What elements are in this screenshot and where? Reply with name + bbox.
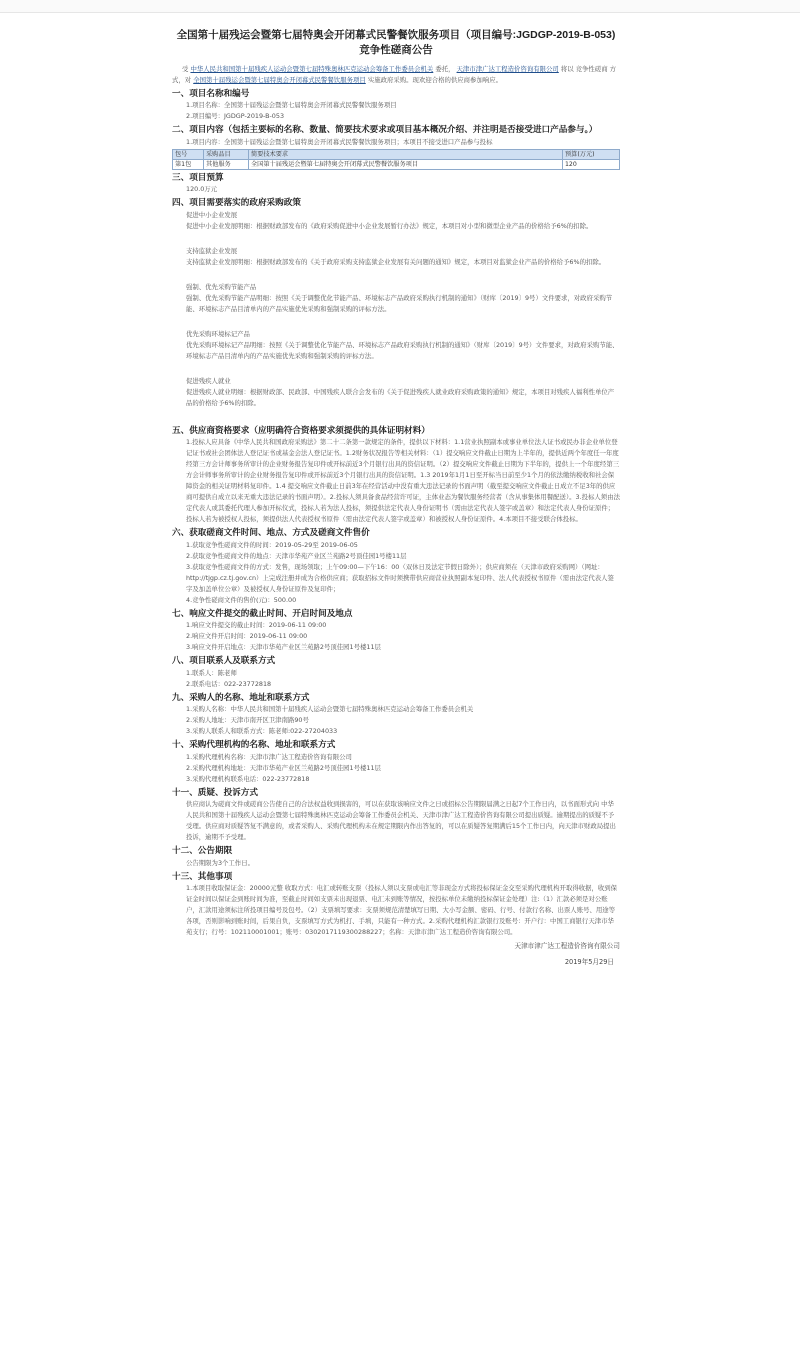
signature-company: 天津市津广达工程造价咨询有限公司 (514, 942, 620, 951)
package-cell: 第1包 (173, 159, 204, 169)
section-1-line: 1.项目名称：全国第十届残运会暨第七届特奥会开闭幕式民警餐饮服务项目 (186, 101, 397, 110)
policy-body: 促进残疾人就业明细：根据财政部、民政部、中国残疾人联合会发布的《关于促进残疾人就业政府采购政策的通知》规定，本项目对残疾人福利性单位产品的价格给予6%的扣除。 (186, 387, 615, 407)
section-11-heading: 十一、质疑、投诉方式 (172, 786, 258, 797)
section-7-line: 2.响应文件开启时间：2019-06-11 09:00 (186, 632, 308, 641)
signature-date: 2019年5月29日 (564, 958, 614, 967)
section-2-heading: 二、项目内容（包括主要标的名称、数量、简要技术要求或项目基本概况介绍、并注明是否接受进口产品参与。） (172, 124, 598, 135)
section-9-line: 2.采购人地址：天津市南开区卫津南路90号 (186, 716, 309, 725)
section-1-heading: 一、项目名称和编号 (172, 87, 250, 98)
budget-amount: 120.0万元 (186, 185, 218, 194)
announcement-title: 全国第十届残运会暨第七届特奥会开闭幕式民警餐饮服务项目（项目编号:JGDGP-2019-B-053)竞争性磋商公告 (176, 29, 616, 56)
policy-title: 强制、优先采购节能产品 (186, 282, 257, 291)
section-2-line: 1.项目内容：全国第十届残运会暨第七届特奥会开闭幕式民警餐饮服务项目；本项目不接受进口产品参与投标 (186, 137, 493, 146)
intro-text-e: 将以 竞争性磋商 方式，对 (172, 65, 617, 84)
section-12-heading: 十二、公告期限 (172, 845, 233, 856)
section-4-heading: 四、项目需要落实的政府采购政策 (172, 197, 301, 208)
project-link[interactable]: 全国第十届残运会暨第七届特奥会开闭幕式民警餐饮服务项目 (193, 75, 366, 84)
policy-body: 强制、优先采购节能产品明细：按照《关于调整优化节能产品、环境标志产品政府采购执行机制的通知》（财库〔2019〕9号）文件要求，对政府采购节能、环境标志产品目清单内的产品实施优先采购和强制采购的评标方法。 (186, 293, 613, 313)
section-1-line: 2.项目编号：JGDGP-2019-B-053 (186, 112, 285, 121)
table-row (173, 159, 620, 169)
policy-body: 优先采购环境标记产品明细：按照《关于调整优化节能产品、环境标志产品政府采购执行机制的通知》（财库〔2019〕9号）文件要求，对政府采购节能、环境标志产品目清单内的产品实施优先采购和强制采购的评标方法。 (186, 340, 619, 360)
purchaser-link[interactable]: 中华人民共和国第十届残疾人运动会暨第七届特殊奥林匹克运动会筹备工作委员会机关 (190, 65, 434, 73)
policy-body: 支持监狱企业发展明细：根据财政部发布的《关于政府采购支持监狱企业发展有关问题的通知》规定，本项目对监狱企业产品的价格给予6%的扣除。 (186, 257, 606, 266)
section-6-line: 4.竞争性磋商文件的售价(元)：500.00 (186, 595, 297, 604)
package-table-header (173, 149, 620, 159)
section-7-line: 1.响应文件提交的截止时间：2019-06-11 09:00 (186, 621, 327, 630)
section-8-line: 2.联系电话：022-23772818 (186, 679, 272, 688)
announcement-document (172, 28, 620, 970)
section-6-line: 2.获取竞争性磋商文件的地点：天津市华苑产业区兰苑路2号顶佳园1号楼11层 (186, 551, 407, 560)
package-cell: 120 (563, 159, 620, 169)
intro-text-a: 受 (182, 65, 189, 73)
section-9-heading: 九、采购人的名称、地址和联系方式 (172, 691, 310, 702)
section-10-line: 3.采购代理机构联系电话：022-23772818 (186, 774, 310, 783)
section-10-line: 1.采购代理机构名称：天津市津广达工程造价咨询有限公司 (186, 752, 352, 761)
section-5-heading: 五、供应商资格要求（应明确符合资格要求须提供的具体证明材料） (172, 424, 430, 435)
agency-link[interactable]: 天津市津广达工程造价咨询有限公司 (456, 65, 559, 73)
top-navigation-bar (0, 0, 800, 13)
section-6-line: 1.获取竞争性磋商文件的时间：2019-05-29至 2019-06-05 (186, 540, 358, 549)
intro-text-g: 实施政府采购。现欢迎合格的供应商参加响应。 (367, 75, 503, 84)
policy-title: 促进中小企业发展 (186, 210, 238, 219)
section-3-heading: 三、项目预算 (172, 171, 224, 182)
policy-title: 支持监狱企业发展 (186, 246, 238, 255)
section-8-line: 1.联系人：陈老师 (186, 668, 237, 677)
section-10-line: 2.采购代理机构地址：天津市华苑产业区兰苑路2号顶佳园1号楼11层 (186, 763, 381, 772)
section-10-heading: 十、采购代理机构的名称、地址和联系方式 (172, 739, 336, 750)
other-matters-body: 1.本项目收取保证金：20000元整 收取方式：电汇或转账支票（投标人须以支票或电汇等非现金方式将投标保证金交至采购代理机构开取得收据，收到保证金时间以保证金到账时间为准，至截止时间如支票未出现退票、电汇未到账等情况，按投标单位未缴纳投标保证金处理）注:（1）汇款必须是对公账户，汇款用途须标注所投项目编号及包号。（2）支票填写要求：支票须规范清楚填写日期、大小写金额、密码、行号、付款行名称、出票人账号、用途等各项，否则影响到账时间，后果自负，支票填写方式为机打、手填，只能有一种方式。2.采购代理机构汇款银行及账号：开户行：中国工商银行天津市华苑支行；行号：102110001001；账号：0302017119300288227；名称：天津市津广达工程造价咨询有限公司。 (186, 884, 618, 937)
section-7-heading: 七、响应文件提交的截止时间、开启时间及地点 (172, 607, 353, 618)
intro-text-c: 委托， (435, 65, 455, 73)
section-13-heading: 十三、其他事项 (172, 870, 233, 881)
section-9-line: 3.采购人联系人和联系方式：陈老师:022-27204033 (186, 727, 338, 736)
section-8-heading: 八、项目联系人及联系方式 (172, 655, 276, 666)
complaint-body: 供应商认为磋商文件或磋商公告使自己的合法权益收到损害的，可以在获取该响应文件之日或招标公告期限届满之日起7个工作日内，以书面形式向 中华人民共和国第十届残疾人运动会暨第七届特殊奥林匹克运动会筹备工作委员会机关、天津市津广达工程造价咨询有限公司提出质疑。逾期提出的质疑不予受理。供应商对质疑答复不满意的，或者采购人、采购代理机构未在规定期限内作出答复的，可以在质疑答复期满后15个工作日内，向天津市财政局提出投诉，逾期不予受理。 (186, 800, 616, 842)
section-9-line: 1.采购人名称：中华人民共和国第十届残疾人运动会暨第七届特殊奥林匹克运动会筹备工作委员会机关 (186, 705, 474, 714)
notice-period: 公告期限为3个工作日。 (186, 858, 254, 867)
policy-title: 优先采购环境标记产品 (186, 329, 250, 338)
package-cell: 其他服务 (204, 159, 249, 169)
policy-title: 促进残疾人就业 (186, 376, 231, 385)
package-header-cell: 预算(万元) (563, 149, 620, 159)
qualification-body: 1.投标人应具备《中华人民共和国政府采购法》第二十二条第一款规定的条件，提供以下材料：1.1营业执照副本或事业单位法人证书或民办非企业单位登记证书或社会团体法人登记证书或基金会法人登记证书。1.2财务状况报告等相关材料：（1）提交响应文件截止日期为上半年的，提供近两个年度任一年度经第三方会计师事务所审计的企业财务报告复印件或开标前近3个月银行出具的资信证明。（2）提交响应文件截止日期为下半年的，提供上一个年度经第三方会计师事务所审计的企业财务报告复印件或开标前近3个月银行出具的资信证明。1.3 2019年1月1日至开标当日前至少1个月的依法缴纳税收和社会保障资金的相关证明材料复印件。1.4 提交响应文件截止日前3年在经营活动中没有重大违法记录的书面声明（截至提交响应文件截止日成立不足3年的供应商可提供自成立以来无重大违法记录的书面声明）。2.投标人须具备食品经营许可证，主体业态为餐饮服务经营者（含从事集体用餐配送）。3.投标人须由法定代表人或其委托代理人参加开标仪式，投标人若为法人投标，须提供法定代表人身份证明书（需由法定代表人签字或盖章）和法定代表人身份证原件；投标人若为被授权人投标，须提供法人代表授权书原件（需由法定代表人签字或盖章）和被授权人身份证原件。4.本项目不接受联合体投标。 (186, 438, 620, 524)
package-cell: 全国第十届残运会暨第七届特奥会开闭幕式民警餐饮服务项目 (249, 159, 563, 169)
package-header-cell: 采购品目 (204, 149, 249, 159)
section-6-heading: 六、获取磋商文件时间、地点、方式及磋商文件售价 (172, 527, 370, 538)
package-table (172, 149, 620, 170)
package-header-cell: 简要技术要求 (249, 149, 563, 159)
policy-body: 促进中小企业发展明细：根据财政部发布的《政府采购促进中小企业发展暂行办法》规定，本项目对小型和微型企业产品的价格给予6%的扣除。 (186, 221, 593, 230)
section-6-line: 3.获取竞争性磋商文件的方式：发售，现场领取；上午09:00—下午16：00（双休日及法定节假日除外）；供应商须在（天津市政府采购网）（网址：http://tjgp.cz.tj.gov.cn）上完成注册并成为合格供应商；获取招标文件时须携带供应商营业执照副本复印件、法人代表授权书原件（需由法定代表人签字及加盖单位公章）及被授权人身份证原件及复印件； (186, 562, 614, 593)
intro-paragraph (172, 64, 620, 86)
package-header-cell: 包号 (173, 149, 204, 159)
section-7-line: 3.响应文件开启地点：天津市华苑产业区兰苑路2号顶佳园1号楼11层 (186, 643, 381, 652)
